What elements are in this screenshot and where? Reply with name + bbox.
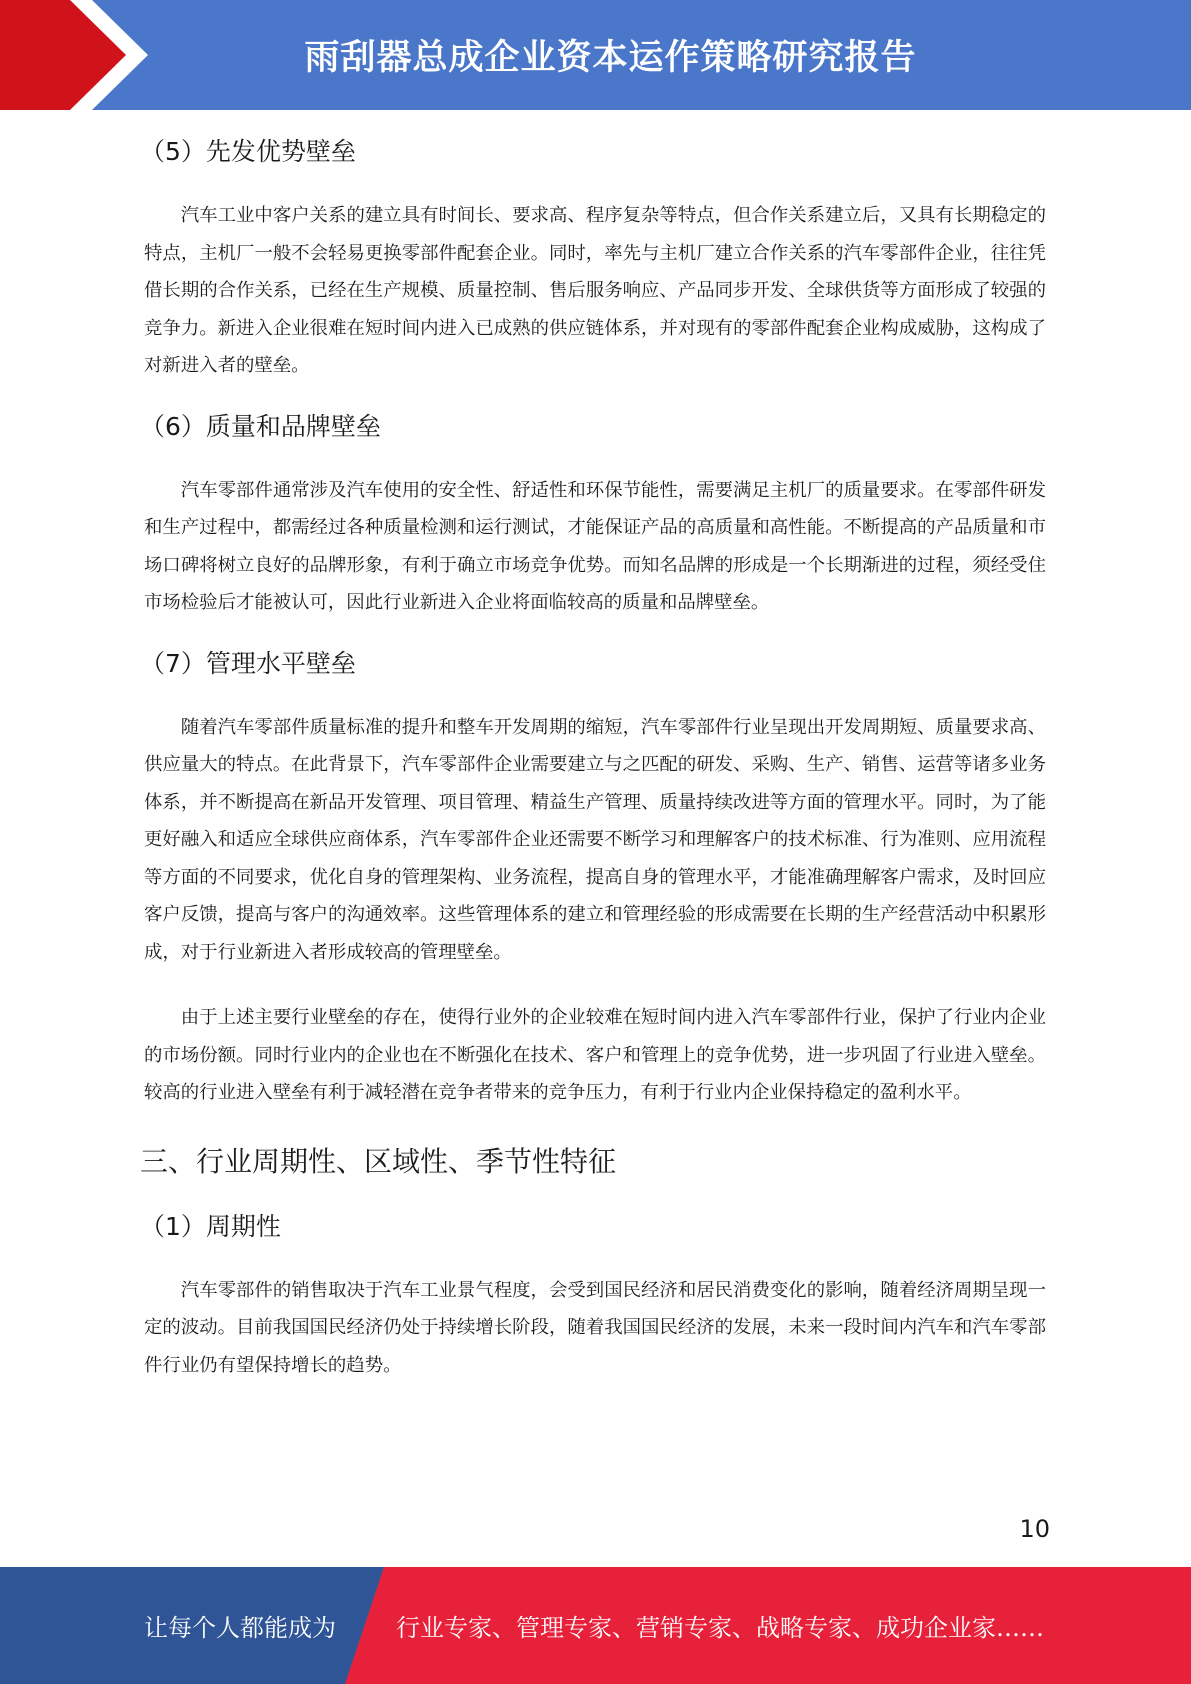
paragraph: 汽车工业中客户关系的建立具有时间长、要求高、程序复杂等特点，但合作关系建立后，又具有长期稳定的特点，主机厂一般不会轻易更换零部件配套企业。同时，率先与主机厂建立合作关系的汽车零部件企业，往往凭借长期的合作关系，已经在生产规模、质量控制、售后服务响应、产品同步开发、全球供货等方面形成了较强的竞争力。新进入企业很难在短时间内进入已成熟的供应链体系，并对现有的零部件配套企业构成威胁，这构成了对新进入者的壁垒。 — [144, 205, 1046, 376]
page-content — [140, 110, 1046, 1384]
page-number: 10 — [1019, 1515, 1050, 1543]
section-heading-cyclicality: （1）周期性 — [140, 1211, 281, 1241]
section-heading-5: （5）先发优势壁垒 — [140, 137, 356, 166]
chapter-heading-3: 三、行业周期性、区域性、季节性特征 — [140, 1144, 617, 1178]
paragraph: 汽车零部件通常涉及汽车使用的安全性、舒适性和环保节能性，需要满足主机厂的质量要求。在零部件研发和生产过程中，都需经过各种质量检测和运行测试，才能保证产品的高质量和高性能。不断提高的产品质量和市场口碑将树立良好的品牌形象，有利于确立市场竞争优势。而知名品牌的形成是一个长期渐进的过程，须经受住市场检验后才能被认可，因此行业新进入企业将面临较高的质量和品牌壁垒。 — [144, 479, 1046, 613]
footer-banner — [0, 1567, 1191, 1684]
paragraph: 汽车零部件的销售取决于汽车工业景气程度，会受到国民经济和居民消费变化的影响，随着经济周期呈现一定的波动。目前我国国民经济仍处于持续增长阶段，随着我国国民经济的发展，未来一段时间内汽车和汽车零部件行业仍有望保持增长的趋势。 — [144, 1279, 1046, 1376]
section-heading-7: （7）管理水平壁垒 — [140, 648, 356, 678]
paragraph: 随着汽车零部件质量标准的提升和整车开发周期的缩短，汽车零部件行业呈现出开发周期短、质量要求高、供应量大的特点。在此背景下，汽车零部件企业需要建立与之匹配的研发、采购、生产、销售、运营等诸多业务体系，并不断提高在新品开发管理、项目管理、精益生产管理、质量持续改进等方面的管理水平。同时，为了能更好融入和适应全球供应商体系，汽车零部件企业还需要不断学习和理解客户的技术标准、行为准则、应用流程等方面的不同要求，优化自身的管理架构、业务流程，提高自身的管理水平，才能准确理解客户需求，及时回应客户反馈，提高与客户的沟通效率。这些管理体系的建立和管理经验的形成需要在长期的生产经营活动中积累形成，对于行业新进入者形成较高的管理壁垒。 — [144, 716, 1046, 963]
header-arrow-decoration — [0, 0, 160, 110]
header-banner — [0, 0, 1191, 110]
footer-slogan-right: 行业专家、管理专家、营销专家、战略专家、成功企业家…… — [396, 1614, 1044, 1642]
paragraph: 由于上述主要行业壁垒的存在，使得行业外的企业较难在短时间内进入汽车零部件行业，保护了行业内企业的市场份额。同时行业内的企业也在不断强化在技术、客户和管理上的竞争优势，进一步巩固了行业进入壁垒。较高的行业进入壁垒有利于减轻潜在竞争者带来的竞争压力，有利于行业内企业保持稳定的盈利水平。 — [144, 1007, 1046, 1103]
report-title: 雨刮器总成企业资本运作策略研究报告 — [304, 38, 917, 78]
footer-slogan-left: 让每个人都能成为 — [144, 1614, 336, 1642]
section-heading-6: （6）质量和品牌壁垒 — [140, 411, 381, 441]
